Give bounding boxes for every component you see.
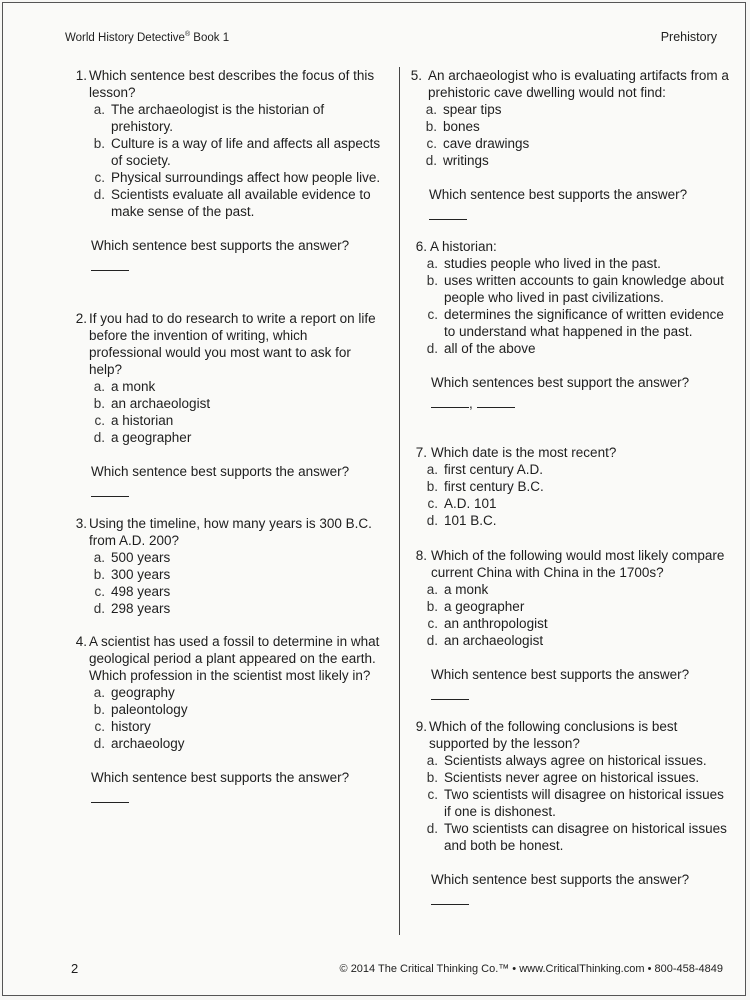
question-number: 2. — [75, 311, 87, 326]
option-letter: c. — [94, 413, 105, 428]
option-text: A.D. 101 — [444, 496, 497, 511]
option-c — [403, 615, 733, 632]
option-d — [63, 186, 383, 220]
option-a — [63, 378, 383, 395]
option-text: a monk — [444, 582, 489, 597]
section-title: Prehistory — [660, 30, 717, 44]
option-a — [403, 461, 733, 478]
option-letter: c. — [426, 136, 437, 151]
option-letter: c. — [427, 496, 438, 511]
option-letter: d. — [93, 187, 105, 202]
option-letter: a. — [93, 685, 105, 700]
question-number: 5. — [410, 68, 422, 83]
option-b — [63, 566, 383, 583]
answer-blank[interactable] — [91, 260, 129, 271]
option-b — [63, 135, 383, 169]
book-title-text: World History Detective — [65, 31, 185, 44]
option-text: Two scientists can disagree on historical issues and both be honest. — [444, 821, 727, 853]
question-number: 9. — [415, 719, 427, 734]
option-text: Scientists never agree on historical issues. — [444, 770, 700, 785]
option-text: studies people who lived in the past. — [444, 256, 661, 271]
option-letter: b. — [426, 770, 438, 785]
option-a — [63, 684, 383, 701]
support-prompt: Which sentence best supports the answer? — [91, 770, 350, 785]
option-letter: d. — [93, 736, 105, 751]
answer-blank-1[interactable] — [431, 397, 469, 408]
option-letter: b. — [93, 702, 105, 717]
option-c — [403, 135, 733, 152]
option-a — [403, 752, 733, 769]
option-d — [403, 512, 733, 529]
option-letter: a. — [93, 550, 105, 565]
option-letter: c. — [427, 616, 438, 631]
option-c — [63, 169, 383, 186]
option-text: Scientists always agree on historical issues. — [444, 753, 707, 768]
page-number: 2 — [71, 961, 79, 976]
option-a — [403, 581, 733, 598]
option-text: an archaeologist — [444, 633, 544, 648]
question-stem: If you had to do research to write a report on life before the invention of writing, which professional would you most want to ask for help? — [89, 311, 376, 377]
question-4 — [63, 633, 383, 804]
option-text: 101 B.C. — [444, 513, 497, 528]
question-1 — [63, 67, 383, 272]
option-letter: b. — [93, 136, 105, 151]
question-stem: A scientist has used a fossil to determine in what geological period a plant appeared on the earth. Which profession in the scientist most likely in? — [89, 634, 380, 683]
option-letter: a. — [426, 256, 438, 271]
support-prompt: Which sentence best supports the answer? — [429, 187, 688, 202]
option-text: geography — [111, 685, 175, 700]
option-a — [403, 255, 733, 272]
option-letter: c. — [427, 307, 438, 322]
option-text: cave drawings — [443, 136, 530, 151]
registered-mark: ® — [184, 31, 191, 38]
option-d — [63, 429, 383, 446]
option-text: an archaeologist — [111, 396, 211, 411]
option-text: 498 years — [111, 584, 171, 599]
option-text: uses written accounts to gain knowledge about people who lived in past civilizations. — [444, 273, 724, 305]
option-letter: d. — [426, 513, 438, 528]
option-c — [403, 786, 733, 820]
answer-blank[interactable] — [431, 689, 469, 700]
option-a — [63, 101, 383, 135]
option-letter: a. — [426, 582, 438, 597]
answer-blank[interactable] — [91, 486, 129, 497]
option-letter: b. — [93, 567, 105, 582]
blank-separator: , — [469, 396, 473, 411]
question-6 — [403, 238, 733, 409]
option-a — [403, 101, 733, 118]
option-letter: d. — [426, 633, 438, 648]
option-letter: d. — [425, 153, 437, 168]
option-letter: a. — [93, 379, 105, 394]
option-text: a monk — [111, 379, 156, 394]
option-text: 300 years — [111, 567, 171, 582]
option-letter: d. — [93, 430, 105, 445]
option-b — [403, 769, 733, 786]
option-d — [403, 632, 733, 649]
option-text: a geographer — [444, 599, 525, 614]
option-text: a historian — [111, 413, 174, 428]
question-8 — [403, 547, 733, 701]
option-letter: b. — [426, 599, 438, 614]
option-text: first century B.C. — [444, 479, 544, 494]
option-c — [63, 412, 383, 429]
option-text: determines the significance of written evidence to understand what happened in the past. — [444, 307, 724, 339]
option-text: Physical surroundings affect how people live. — [111, 170, 381, 185]
option-letter: d. — [93, 601, 105, 616]
option-b — [403, 598, 733, 615]
option-letter: b. — [426, 273, 438, 288]
answer-blank[interactable] — [429, 209, 467, 220]
question-number: 7. — [415, 445, 427, 460]
option-text: a geographer — [111, 430, 192, 445]
option-d — [63, 735, 383, 752]
question-number: 8. — [415, 548, 427, 563]
option-letter: c. — [427, 787, 438, 802]
option-d — [63, 600, 383, 617]
option-letter: c. — [94, 584, 105, 599]
option-letter: d. — [426, 341, 438, 356]
question-stem: Which of the following conclusions is best supported by the lesson? — [429, 719, 678, 751]
question-2 — [63, 310, 383, 498]
question-number: 1. — [75, 68, 87, 83]
option-letter: c. — [94, 170, 105, 185]
option-c — [403, 306, 733, 340]
option-b — [63, 395, 383, 412]
question-stem: Which date is the most recent? — [431, 445, 617, 460]
option-b — [403, 272, 733, 306]
option-text: 298 years — [111, 601, 171, 616]
question-7 — [403, 444, 733, 529]
option-text: all of the above — [444, 341, 536, 356]
option-text: Culture is a way of life and affects all aspects of society. — [111, 136, 381, 168]
option-b — [403, 118, 733, 135]
option-text: 500 years — [111, 550, 171, 565]
option-b — [403, 478, 733, 495]
option-c — [403, 495, 733, 512]
option-letter: b. — [425, 119, 437, 134]
option-letter: b. — [93, 396, 105, 411]
answer-blank[interactable] — [431, 894, 469, 905]
question-5 — [403, 67, 733, 221]
support-prompt: Which sentence best supports the answer? — [431, 667, 690, 682]
option-text: The archaeologist is the historian of prehistory. — [111, 102, 325, 134]
option-letter: a. — [93, 102, 105, 117]
question-3 — [63, 515, 383, 617]
option-text: archaeology — [111, 736, 185, 751]
option-text: first century A.D. — [444, 462, 544, 477]
option-letter: a. — [425, 102, 437, 117]
option-text: bones — [443, 119, 480, 134]
book-number: Book 1 — [190, 31, 230, 44]
question-stem: A historian: — [430, 239, 497, 254]
option-text: Two scientists will disagree on historical issues if one is dishonest. — [444, 787, 724, 819]
support-prompt: Which sentence best supports the answer? — [91, 464, 350, 479]
option-d — [403, 820, 733, 854]
option-letter: a. — [426, 462, 438, 477]
option-letter: a. — [426, 753, 438, 768]
option-text: writings — [443, 153, 489, 168]
option-text: paleontology — [111, 702, 188, 717]
option-c — [63, 718, 383, 735]
option-text: Scientists evaluate all available evidence to make sense of the past. — [111, 187, 371, 219]
question-number: 4. — [75, 634, 87, 649]
answer-blank[interactable] — [91, 792, 129, 803]
answer-blank-2[interactable] — [477, 397, 515, 408]
option-a — [63, 549, 383, 566]
copyright-footer: © 2014 The Critical Thinking Co.™ • www.CriticalThinking.com • 800-458-4849 — [339, 963, 723, 975]
option-d — [403, 152, 733, 169]
support-prompt: Which sentence best supports the answer? — [91, 238, 350, 253]
support-prompt: Which sentence best supports the answer? — [431, 872, 690, 887]
worksheet-page — [2, 2, 746, 996]
question-stem: Using the timeline, how many years is 300 B.C. from A.D. 200? — [89, 516, 372, 548]
column-divider — [399, 67, 400, 935]
option-b — [63, 701, 383, 718]
question-stem: Which sentence best describes the focus of this lesson? — [89, 68, 375, 100]
question-stem: Which of the following would most likely compare current China with China in the 1700s? — [431, 548, 725, 580]
support-prompt: Which sentences best support the answer? — [431, 375, 690, 390]
book-title — [65, 31, 229, 44]
option-letter: c. — [94, 719, 105, 734]
question-9 — [403, 718, 733, 906]
option-text: spear tips — [443, 102, 502, 117]
option-letter: b. — [426, 479, 438, 494]
option-text: history — [111, 719, 151, 734]
option-text: an anthropologist — [444, 616, 548, 631]
question-number: 6. — [415, 239, 427, 254]
question-stem: An archaeologist who is evaluating artifacts from a prehistoric cave dwelling would not find: — [428, 68, 729, 100]
option-letter: d. — [426, 821, 438, 836]
option-d — [403, 340, 733, 357]
question-number: 3. — [75, 516, 87, 531]
option-c — [63, 583, 383, 600]
